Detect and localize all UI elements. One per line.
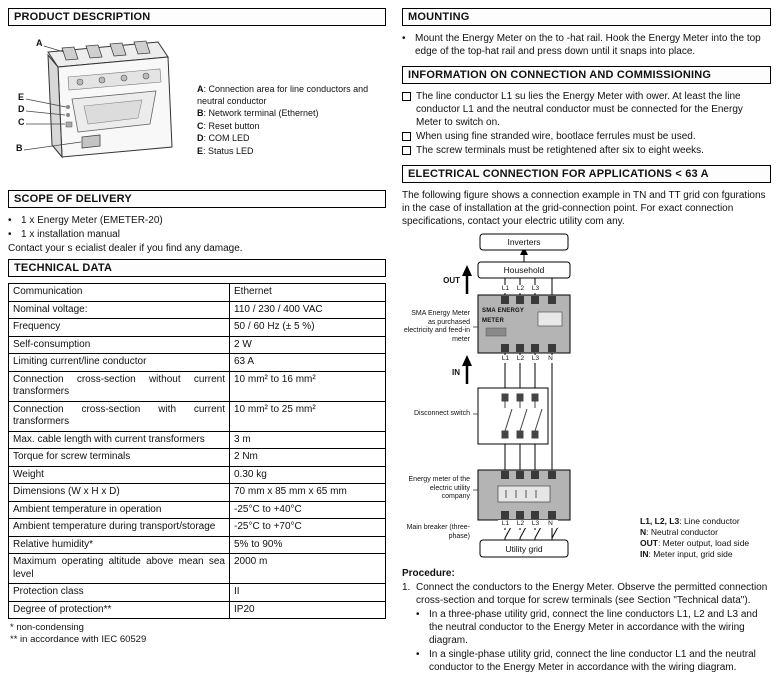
section-header-technical-data: TECHNICAL DATA [8, 259, 386, 277]
list-item: • In a three-phase utility grid, connect the line conductors L1, L2 and L3 and the neutral conductor to the Energy Meter in accordance with the wiring diagram. [416, 608, 771, 647]
list-item: • 1 x installation manual [8, 228, 386, 241]
table-row [9, 601, 386, 619]
legend-line: N: Neutral conductor [640, 527, 718, 537]
spec-value: 2000 m [230, 554, 386, 584]
legend-line: IN: Meter input, grid side [640, 549, 733, 559]
disconnect-switch-label: Disconnect switch [413, 410, 470, 417]
table-row [9, 554, 386, 584]
spec-label: Limiting current/line conductor [9, 354, 230, 372]
l2-label: L2 [513, 520, 528, 528]
callout-e: E [18, 92, 25, 102]
procedure-title: Procedure: [402, 568, 455, 579]
spec-label: Ambient temperature in operation [9, 501, 230, 519]
right-column [392, 0, 779, 678]
list-item: The line conductor L1 su lies the Energy Meter with ower. At least the line conductor L1 and the neutral conductor must be connected for the Energy Meter to switch on. [402, 90, 771, 129]
table-row [9, 519, 386, 537]
energy-meter-box: SMA ENERGY METER [482, 308, 525, 324]
table-row [9, 371, 386, 401]
spec-value: 2 W [230, 336, 386, 354]
bullet-icon [8, 214, 16, 227]
spec-value: Ethernet [230, 284, 386, 302]
footnote: ** in accordance with IEC 60529 [10, 634, 147, 645]
l2-label: L2 [513, 355, 528, 363]
bullet-icon [402, 32, 410, 58]
conductor-labels-mid [498, 355, 560, 363]
spec-label: Self-consumption [9, 336, 230, 354]
checkbox-icon [402, 146, 411, 155]
table-row [9, 466, 386, 484]
list-item: • 1 x Energy Meter (EMETER-20) [8, 214, 386, 227]
electrical-intro: The following figure shows a connection example in TN and TT grid con fgurations in the case of installation at the grid-connection point. For exact connection specifications, contact your electric utility com any. [402, 190, 766, 227]
spec-value: -25°C to +70°C [230, 519, 386, 537]
table-row [9, 536, 386, 554]
legend-line: OUT: Meter output, load side [640, 538, 750, 548]
section-header-electrical-connection: ELECTRICAL CONNECTION FOR APPLICATIONS < 63 A [402, 165, 771, 183]
mounting-list [402, 32, 771, 58]
spec-label: Degree of protection** [9, 601, 230, 619]
section-header-scope-of-delivery: SCOPE OF DELIVERY [8, 190, 386, 208]
technical-data-table [8, 283, 386, 619]
spec-value: 50 / 60 Hz (± 5 %) [230, 319, 386, 337]
table-row [9, 354, 386, 372]
callout-d: D [18, 104, 25, 114]
household-box: Household [503, 265, 545, 275]
spec-value: 110 / 230 / 400 VAC [230, 301, 386, 319]
callout-b: B [16, 143, 23, 153]
spec-value: 63 A [230, 354, 386, 372]
spec-label: Maximum operating altitude above mean sea level [9, 554, 230, 584]
scope-note: Contact your s ecialist dealer if you find any damage. [8, 243, 243, 254]
spec-label: Connection cross-section with current transformers [9, 401, 230, 431]
spec-label: Nominal voltage: [9, 301, 230, 319]
l3-label: L3 [528, 285, 543, 293]
device-legend-item: D: COM LED [197, 133, 250, 143]
table-row [9, 284, 386, 302]
spec-value: 5% to 90% [230, 536, 386, 554]
bullet-icon [8, 228, 16, 241]
spec-value: 10 mm² to 16 mm² [230, 371, 386, 401]
bullet-icon [416, 648, 424, 674]
spec-value: 2 Nm [230, 449, 386, 467]
step-text: Connect the conductors to the Energy Meter. Observe the permitted connection cross-section and torque for screw terminals (see Section "Technical data"). [416, 582, 768, 606]
spec-label: Connection cross-section without current transformers [9, 371, 230, 401]
l3-label: L3 [528, 355, 543, 363]
spec-label: Dimensions (W x H x D) [9, 484, 230, 502]
spec-value: 3 m [230, 431, 386, 449]
table-row [9, 501, 386, 519]
conductor-labels-bottom [498, 520, 560, 528]
spec-value: IP20 [230, 601, 386, 619]
procedure-step-1 [402, 581, 771, 607]
diagram-legend [640, 516, 771, 560]
n-label: N [543, 355, 558, 363]
spec-label: Ambient temperature during transport/storage [9, 519, 230, 537]
main-breaker-label: Main breaker (three-phase) [406, 524, 470, 540]
bullet-icon [416, 608, 424, 647]
spec-value: -25°C to +40°C [230, 501, 386, 519]
wiring-diagram [402, 232, 771, 564]
scope-list [8, 214, 386, 241]
table-row [9, 301, 386, 319]
list-item: • In a single-phase utility grid, connect the line conductor L1 and the neutral conductor to the Energy Meter in accordance with the wiring diagram. [416, 648, 771, 674]
table-row [9, 336, 386, 354]
device-drawing [8, 32, 193, 182]
l1-label: L1 [498, 355, 513, 363]
list-item: • Mount the Energy Meter on the to -hat rail. Hook the Energy Meter into the top edge of the top-hat rail and press down until it snaps into place. [402, 32, 771, 58]
utility-meter-label: Energy meter of the electric utility company [408, 476, 470, 500]
checkbox-icon [402, 132, 411, 141]
table-row [9, 401, 386, 431]
section-header-mounting: MOUNTING [402, 8, 771, 26]
procedure-substeps [416, 608, 771, 674]
in-arrow-label: IN [452, 368, 460, 377]
device-legend [197, 84, 386, 184]
section-header-information: INFORMATION ON CONNECTION AND COMMISSIONING [402, 66, 771, 84]
device-legend-item: C: Reset button [197, 120, 260, 131]
utility-grid-box: Utility grid [505, 543, 543, 554]
spec-label: Relative humidity* [9, 536, 230, 554]
spec-label: Max. cable length with current transformers [9, 431, 230, 449]
device-legend-item: A: Connection area for line conductors and neutral conductor [197, 84, 369, 106]
callout-a: A [36, 38, 43, 48]
spec-value: 10 mm² to 25 mm² [230, 401, 386, 431]
checkbox-icon [402, 92, 411, 101]
spec-value: 70 mm x 85 mm x 65 mm [230, 484, 386, 502]
n-label: N [543, 520, 558, 528]
table-row [9, 484, 386, 502]
list-item: The screw terminals must be retightened after six to eight weeks. [402, 144, 771, 157]
table-footnotes [10, 622, 386, 646]
spec-label: Torque for screw terminals [9, 449, 230, 467]
info-list [402, 90, 771, 157]
spec-label: Frequency [9, 319, 230, 337]
device-figure [8, 32, 386, 184]
spec-label: Protection class [9, 584, 230, 602]
section-header-product-description: PRODUCT DESCRIPTION [8, 8, 386, 26]
legend-line: L1, L2, L3: Line conductor [640, 516, 740, 526]
callout-c: C [18, 117, 25, 127]
table-row [9, 584, 386, 602]
l3-label: L3 [528, 520, 543, 528]
table-row [9, 431, 386, 449]
l2-label: L2 [513, 285, 528, 293]
out-arrow-label: OUT [443, 276, 460, 285]
device-legend-item: B: Network terminal (Ethernet) [197, 108, 319, 118]
list-item: When using fine stranded wire, bootlace ferrules must be used. [402, 130, 771, 143]
spec-value: 0.30 kg [230, 466, 386, 484]
l1-label: L1 [498, 520, 513, 528]
footnote: * non-condensing [10, 622, 84, 633]
conductor-labels-top [498, 285, 543, 293]
step-number: 1. [402, 582, 411, 593]
device-legend-item: E: Status LED [197, 145, 254, 156]
table-row [9, 449, 386, 467]
spec-label: Weight [9, 466, 230, 484]
meter-side-label: SMA Energy Meter as purchased electricity and feed-in meter [403, 310, 470, 343]
inverters-box: Inverters [507, 237, 541, 247]
l1-label: L1 [498, 285, 513, 293]
spec-label: Communication [9, 284, 230, 302]
table-row [9, 319, 386, 337]
spec-value: II [230, 584, 386, 602]
